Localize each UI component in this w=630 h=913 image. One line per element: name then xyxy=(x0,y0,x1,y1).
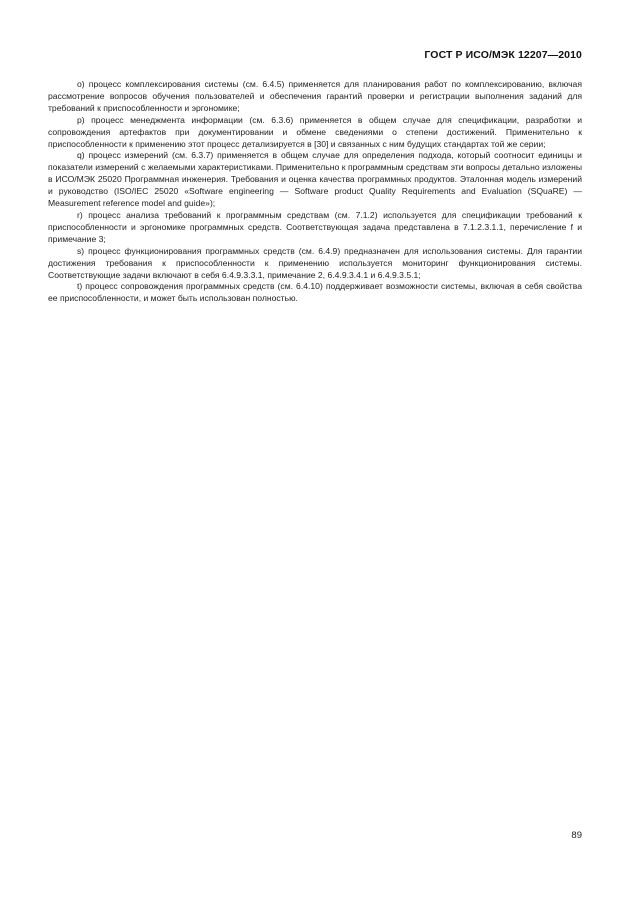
paragraph-r: r) процесс анализа требований к программным средствам (см. 7.1.2) используется для спецификации требований к приспособленности и эргономике программных средств. Соответствующая задача представлена в 7.1.2.3.1.1, перечисление f и примечание 3; xyxy=(48,209,582,244)
paragraph-s: s) процесс функционирования программных средств (см. 6.4.9) предназначен для использования системы. Для гарантии достижения требования к приспособленности к применению используется мониторинг функционирования системы. Соответствующие задачи включают в себя 6.4.9.3.3.1, примечание 2, 6.4.9.3.4.1 и 6.4.9.3.5.1; xyxy=(48,245,582,280)
page-number: 89 xyxy=(571,830,582,841)
paragraph-p: р) процесс менеджмента информации (см. 6.3.6) применяется в общем случае для спецификации, разработки и сопровождения артефактов при документировании и обмене сведениями о степени достижений. Применительно к приспособленности к применению этот процесс детализируется в [30] и связанных с ним будущих стандартах той же серии; xyxy=(48,114,582,149)
paragraph-q: q) процесс измерений (см. 6.3.7) применяется в общем случае для определения подхода, который соотносит единицы и показатели измерений с желаемыми характеристиками. Применительно к программным средствам эти вопросы детально изложены в ИСО/МЭК 25020 Программная инженерия. Требования и оценка качества программных продуктов. Эталонная модель измерений и руководство (ISO/IEC 25020 «Software engineering — Software product Quality Requirements and Evaluation (SQuaRE) — Measurement reference model and guide»); xyxy=(48,150,582,209)
body-text xyxy=(48,79,582,305)
paragraph-t: t) процесс сопровождения программных средств (см. 6.4.10) поддерживает возможности системы, включая в себя свойства ее приспособленности, и может быть использован полностью. xyxy=(48,281,582,304)
page-header-standard-title: ГОСТ Р ИСО/МЭК 12207—2010 xyxy=(424,49,582,61)
paragraph-o: о) процесс комплексирования системы (см. 6.4.5) применяется для планирования работ по комплексированию, включая рассмотрение вопросов обучения пользователей и обеспечения гарантий проверки и регистрации выполнения заданий для требований к приспособленности и эргономике; xyxy=(48,79,582,113)
